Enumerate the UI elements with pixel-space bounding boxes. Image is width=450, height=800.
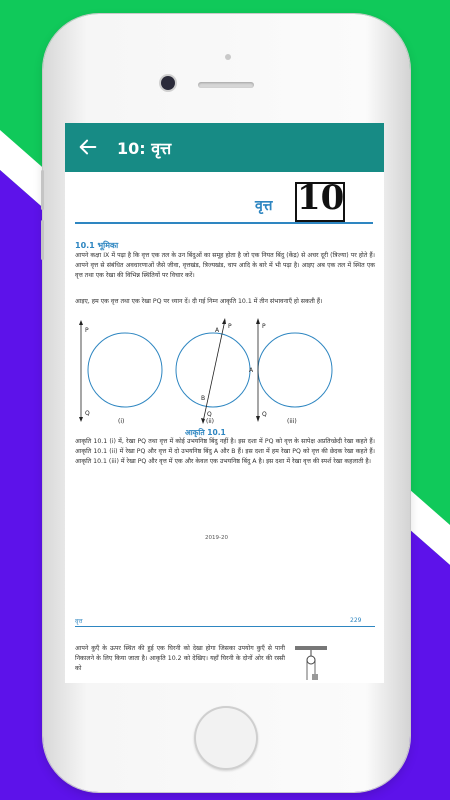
chapter-number-box [295,178,345,222]
arrow-back-icon[interactable] [77,136,99,158]
chapter-number: 10 [297,178,345,218]
page-number: 229 [350,617,362,624]
label-b: B [201,395,206,402]
paragraph: आपने कुएँ के ऊपर स्थित की हुई एक घिरनी को देखा होगा जिसका उपयोग कुएँ से पानी निकालने के लिए किया जाता है। आकृति 10.2 को देखिए। यहाँ घिरनी के दोनों ओर की रस्सी को [75,645,285,672]
label-p: P [228,323,232,330]
page-footer-chapter: वृत्त [75,618,83,625]
chapter-divider [75,222,373,224]
figure-caption: आकृति 10.1 [185,428,226,437]
paragraph: आपने कक्षा IX में पढ़ा है कि वृत्त एक तल के उन बिंदुओं का समूह होता है जो एक नियत बिंदु (केंद्र) से अचर दूरी (त्रिज्या) पर होते हैं। आपने वृत्त से संबंधित अवधारणाओं जैसे जीवा, वृत्तखंड, त्रिज्यखंड, चाप आदि के बारे में भी पढ़ा है। आइए अब एक तल में स्थित एक वृत्त तथा एक रेखा की विभिन्न स्थितियों पर विचार करें। [75,252,375,279]
volume-button [41,170,44,210]
app-screen [65,123,384,683]
section-heading: 10.1 भूमिका [75,241,119,250]
paragraph: आइए, हम एक वृत्त तथा एक रेखा PQ पर ध्यान दें। दी गई निम्न आकृति 10.1 में तीन संभावनाएँ हो सकती हैं। [75,298,323,305]
home-button[interactable] [194,706,258,770]
paragraph: आकृति 10.1 (i) में, रेखा PQ तथा वृत्त में कोई उभयनिष्ठ बिंदु नहीं है। इस दशा में PQ को वृत्त के सापेक्ष अप्रतिच्छेदी रेखा कहते हैं। आकृति 10.1 (ii) में रेखा PQ और वृत्त में दो उभयनिष्ठ बिंदु A और B हैं। इस दशा में हम रेखा PQ को वृत्त की छेदक रेखा कहते हैं। आकृति 10.1 (iii) में रेखा PQ और वृत्त में एक और केवल एक उभयनिष्ठ बिंदु A है। इस दशा में रेखा वृत्त की स्पर्श रेखा कहलाती है। [75,438,375,465]
label-sub-ii: (ii) [206,418,215,425]
book-page[interactable] [65,172,384,683]
page-title: 10: वृत्त [117,139,172,158]
label-p: P [85,327,89,334]
pulley-illustration [293,644,329,683]
label-a: A [249,367,254,374]
proximity-sensor [225,54,231,60]
earpiece-speaker [198,82,254,88]
app-bar [65,123,384,172]
circle-line-figure [75,318,375,428]
label-p: P [262,323,266,330]
label-q: Q [85,410,90,417]
front-camera [161,76,175,90]
chapter-label: वृत्त [255,198,273,214]
label-q: Q [207,411,212,418]
label-q: Q [262,411,267,418]
footer-divider [75,626,375,627]
label-sub-i: (i) [118,418,125,425]
volume-button [41,220,44,260]
label-a: A [215,327,220,334]
page-mark: 2019-20 [205,535,228,541]
label-sub-iii: (iii) [287,418,297,425]
